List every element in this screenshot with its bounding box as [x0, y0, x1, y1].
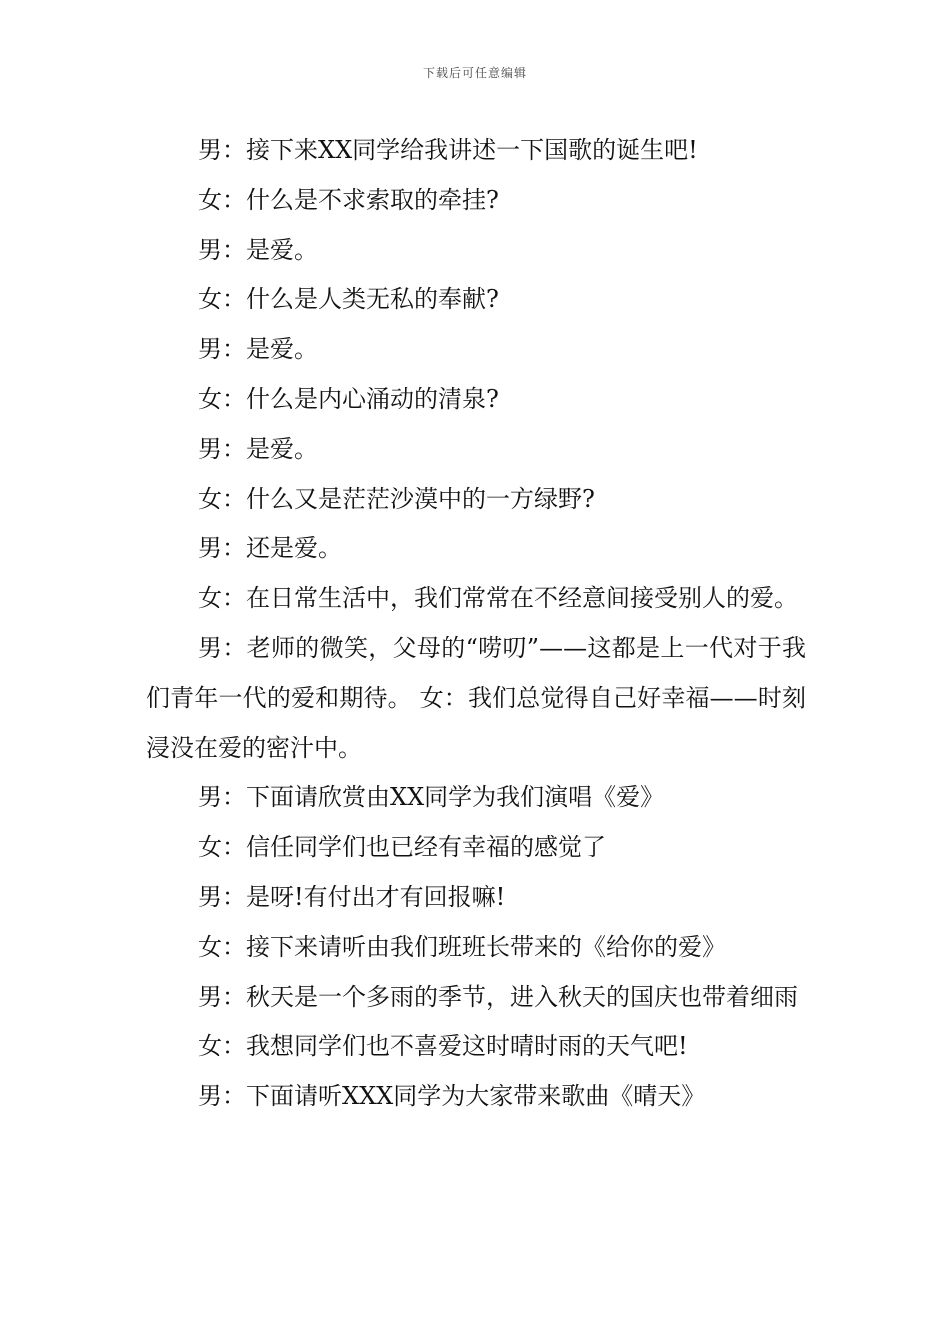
dialogue-line: 男：是爱。	[198, 235, 318, 264]
dialogue-line: 女：接下来请听由我们班班长带来的《给你的爱》	[198, 932, 726, 961]
dialogue-line: 男：下面请欣赏由XX同学为我们演唱《爱》	[198, 783, 665, 812]
dialogue-line: 女：信任同学们也已经有幸福的感觉了	[198, 833, 606, 862]
dialogue-line: 女：什么是内心涌动的清泉?	[198, 384, 499, 413]
dialogue-line: 女：在日常生活中，我们常常在不经意间接受别人的爱。	[198, 584, 798, 613]
dialogue-line: 男：还是爱。	[198, 534, 342, 563]
dialogue-line: 女：我想同学们也不喜爱这时晴时雨的天气吧!	[198, 1032, 688, 1061]
dialogue-line: 男：接下来XX同学给我讲述一下国歌的诞生吧!	[198, 136, 698, 164]
dialogue-body	[146, 126, 806, 1122]
dialogue-line: 男：老师的微笑，父母的“唠叨”——这都是上一代对于我们青年一代的爱和期待。 女：我们总觉得自己好幸福——时刻浸没在爱的密汁中。	[146, 633, 806, 762]
page-header: 下载后可任意编辑	[422, 66, 527, 80]
dialogue-line: 男：是爱。	[198, 335, 318, 364]
dialogue-line: 男：下面请听XXX同学为大家带来歌曲《晴天》	[198, 1082, 706, 1111]
dialogue-line: 男：是呀!有付出才有回报嘛!	[198, 882, 506, 911]
dialogue-line: 女：什么是人类无私的奉献?	[198, 285, 499, 314]
dialogue-line: 女：什么又是茫茫沙漠中的一方绿野?	[198, 484, 595, 513]
dialogue-line: 男：是爱。	[198, 434, 318, 463]
dialogue-line: 男：秋天是一个多雨的季节，进入秋天的国庆也带着细雨	[198, 982, 798, 1011]
dialogue-line: 女：什么是不求索取的牵挂?	[198, 185, 499, 214]
